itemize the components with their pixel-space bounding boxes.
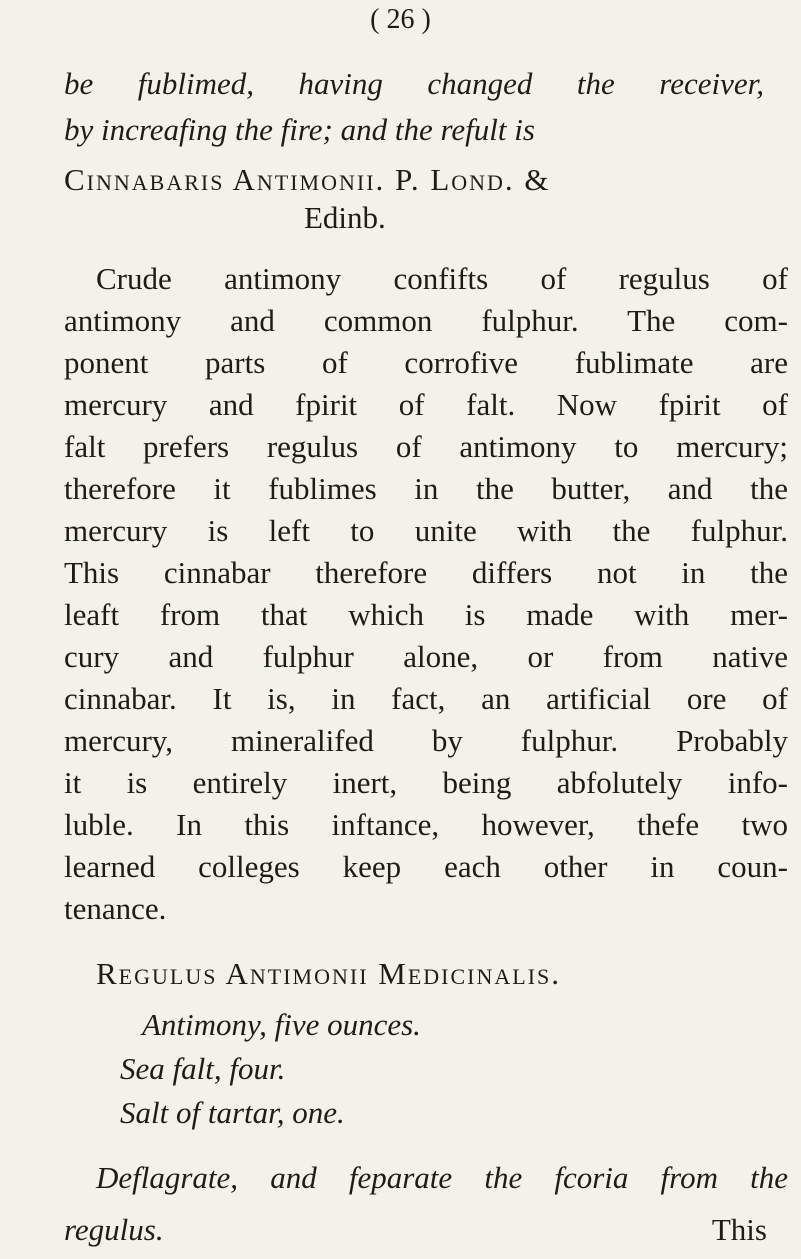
- catchword: This: [711, 1212, 767, 1247]
- paragraph-line: Crude antimony confifts of regulus of: [96, 261, 788, 296]
- paragraph-line: tenance.: [64, 891, 167, 926]
- heading-regulus: Regulus Antimonii Medicinalis.: [96, 956, 562, 991]
- page-number: ( 26 ): [370, 4, 431, 35]
- instruction-line-2: regulus.: [64, 1212, 164, 1247]
- intro-line-2: by increafing the fire; and the refult is: [64, 112, 535, 147]
- paragraph-line: leaft from that which is made with mer-: [64, 597, 788, 632]
- paragraph-line: ponent parts of corrofive fublimate are: [64, 345, 788, 380]
- paragraph-line: learned colleges keep each other in coun-: [64, 849, 788, 884]
- paragraph-line: falt prefers regulus of antimony to mercury;: [64, 429, 788, 464]
- paragraph-line: mercury is left to unite with the fulphur.: [64, 513, 788, 548]
- paragraph-line: mercury and fpirit of falt. Now fpirit of: [64, 387, 788, 422]
- instruction-line-1: Deflagrate, and feparate the fcoria from the: [96, 1160, 788, 1195]
- recipe-item: Antimony, five ounces.: [142, 1007, 421, 1042]
- paragraph-line: mercury, mineralifed by fulphur. Probably: [64, 723, 788, 758]
- paragraph-line: therefore it fublimes in the butter, and the: [64, 471, 788, 506]
- paragraph-line: it is entirely inert, being abfolutely info-: [64, 765, 788, 800]
- paragraph-line: luble. In this inftance, however, thefe two: [64, 807, 788, 842]
- heading-cinnabaris-line-1: Cinnabaris Antimonii. P. Lond. &: [64, 162, 551, 197]
- heading-cinnabaris-line-2: Edinb.: [304, 200, 386, 235]
- paragraph-line: cury and fulphur alone, or from native: [64, 639, 788, 674]
- recipe-item: Sea falt, four.: [120, 1051, 286, 1086]
- paragraph-line: This cinnabar therefore differs not in the: [64, 555, 788, 590]
- intro-line-1: be fublimed, having changed the receiver,: [64, 66, 764, 101]
- paragraph-line: antimony and common fulphur. The com-: [64, 303, 788, 338]
- recipe-item: Salt of tartar, one.: [120, 1095, 345, 1130]
- paragraph-line: cinnabar. It is, in fact, an artificial ore of: [64, 681, 788, 716]
